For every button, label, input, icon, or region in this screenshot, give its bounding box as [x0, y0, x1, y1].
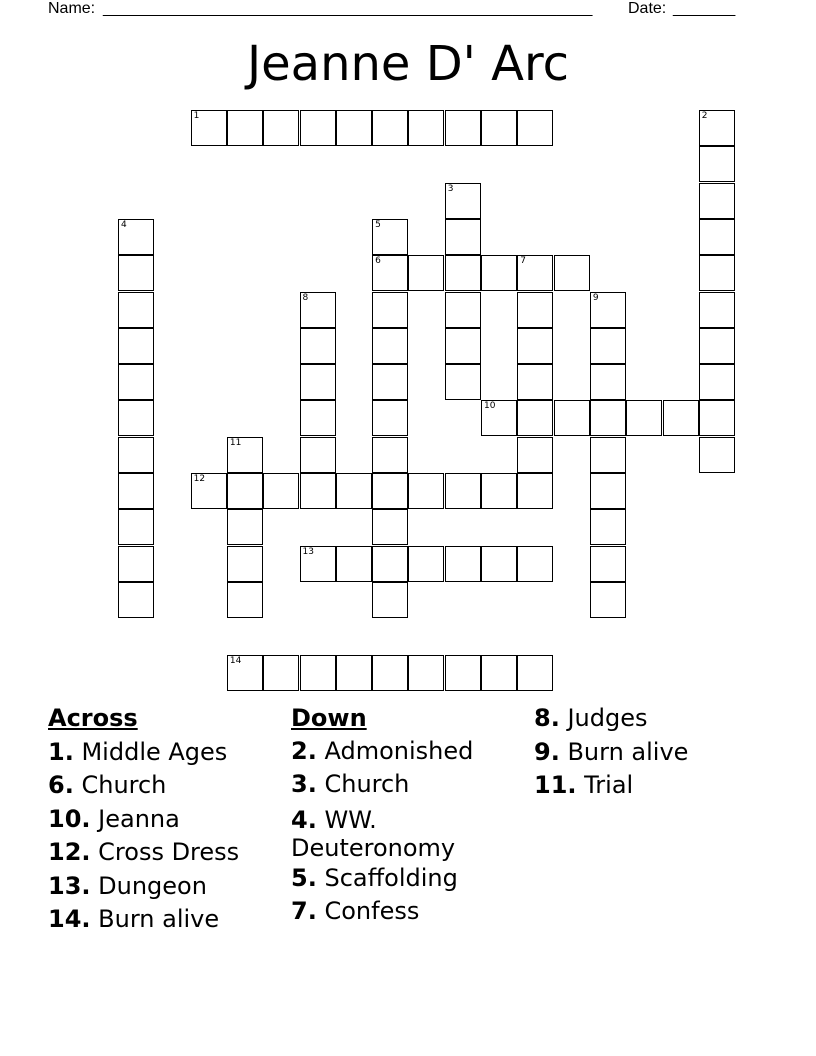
grid-cell[interactable]	[590, 437, 626, 473]
clue-item	[48, 903, 239, 937]
grid-cell[interactable]	[336, 110, 372, 146]
grid-cell[interactable]	[445, 255, 481, 291]
grid-cell[interactable]	[263, 473, 299, 509]
clue-text: Jeanna	[98, 804, 180, 833]
grid-cell[interactable]	[699, 146, 735, 182]
clue-number: 13.	[48, 871, 91, 900]
clue-number: 7.	[291, 896, 317, 925]
grid-cell[interactable]	[300, 546, 336, 582]
grid-cell[interactable]	[554, 400, 590, 436]
clue-number-label: 5	[375, 219, 381, 230]
grid-cell[interactable]	[554, 255, 590, 291]
grid-cell[interactable]	[517, 328, 553, 364]
date-label: Date:	[628, 0, 667, 17]
grid-cell[interactable]	[372, 292, 408, 328]
clue-number: 9.	[534, 737, 560, 766]
clue-number-label: 6	[375, 256, 381, 267]
down-clues	[291, 702, 473, 928]
grid-cell[interactable]	[118, 219, 154, 255]
clue-item	[48, 803, 239, 837]
clue-item	[291, 895, 473, 928]
grid-cell[interactable]	[227, 473, 263, 509]
grid-cell[interactable]	[445, 546, 481, 582]
grid-cell[interactable]	[300, 400, 336, 436]
grid-cell[interactable]	[191, 473, 227, 509]
clue-text: Cross Dress	[98, 838, 240, 866]
grid-cell[interactable]	[445, 655, 481, 691]
clue-text: Church	[324, 770, 410, 799]
clue-number-label: 8	[302, 292, 309, 303]
grid-cell[interactable]	[626, 400, 662, 436]
grid-cell[interactable]	[481, 546, 517, 582]
grid-cell[interactable]	[300, 328, 336, 364]
grid-cell[interactable]	[227, 582, 263, 618]
grid-cell[interactable]	[408, 110, 444, 146]
worksheet-header	[0, 0, 816, 22]
grid-cell[interactable]	[263, 110, 299, 146]
grid-cell[interactable]	[372, 473, 408, 509]
grid-cell[interactable]	[517, 473, 553, 509]
clue-number-label: 2	[701, 111, 708, 121]
clue-item	[48, 870, 239, 904]
grid-cell[interactable]	[517, 437, 553, 473]
clue-text: Burn alive	[567, 737, 689, 766]
clue-text: Dungeon	[98, 871, 207, 900]
clue-number: 8.	[534, 704, 560, 732]
clue-item	[291, 735, 473, 768]
clue-text: Judges	[567, 704, 648, 732]
grid-cell[interactable]	[372, 110, 408, 146]
grid-cell[interactable]	[408, 655, 444, 691]
grid-cell[interactable]	[590, 400, 626, 436]
grid-cell[interactable]	[118, 509, 154, 545]
grid-cell[interactable]	[408, 473, 444, 509]
clue-item	[534, 702, 688, 736]
grid-cell[interactable]	[699, 400, 735, 436]
grid-cell[interactable]	[118, 292, 154, 328]
clue-number-label: 10	[484, 401, 496, 412]
clue-number-label: 13	[302, 546, 314, 557]
clue-text: Burn alive	[98, 905, 220, 933]
grid-cell[interactable]	[408, 546, 444, 582]
grid-cell[interactable]	[445, 328, 481, 364]
grid-cell[interactable]	[227, 509, 263, 545]
grid-cell[interactable]	[408, 255, 444, 291]
grid-cell[interactable]	[517, 655, 553, 691]
across-heading: Across	[48, 704, 138, 732]
grid-cell[interactable]	[517, 292, 553, 328]
clue-number: 4.	[291, 805, 317, 834]
grid-cell[interactable]	[118, 364, 154, 400]
grid-cell[interactable]	[481, 110, 517, 146]
clue-text: Church	[81, 771, 167, 799]
clue-item	[291, 862, 473, 895]
clue-text: Trial	[584, 771, 634, 799]
clue-number-label: 11	[229, 437, 242, 448]
name-label: Name:	[48, 0, 96, 17]
clue-item	[291, 768, 473, 801]
grid-cell[interactable]	[481, 255, 517, 291]
grid-cell[interactable]	[372, 364, 408, 400]
grid-cell[interactable]	[445, 183, 481, 219]
clue-number: 10.	[48, 804, 91, 833]
clue-number-label: 3	[447, 183, 454, 194]
clue-text: Scaffolding	[324, 863, 458, 892]
grid-cell[interactable]	[227, 655, 263, 691]
grid-cell[interactable]	[590, 582, 626, 618]
clue-text: WW.	[324, 805, 377, 834]
grid-cell[interactable]	[227, 437, 263, 473]
clue-item	[48, 736, 239, 770]
down-clues-continued	[534, 702, 688, 803]
grid-cell[interactable]	[699, 255, 735, 291]
grid-cell[interactable]	[481, 400, 517, 436]
grid-cell[interactable]	[372, 546, 408, 582]
clue-text: Middle Ages	[81, 737, 228, 766]
grid-cell[interactable]	[118, 328, 154, 364]
grid-cell[interactable]	[372, 655, 408, 691]
grid-cell[interactable]	[663, 400, 699, 436]
clue-number-label: 7	[520, 256, 527, 267]
clue-item	[534, 736, 688, 770]
clue-number: 12.	[48, 838, 91, 866]
grid-cell[interactable]	[300, 110, 336, 146]
grid-cell[interactable]	[336, 655, 372, 691]
clue-number: 3.	[291, 770, 317, 799]
grid-cell[interactable]	[372, 400, 408, 436]
grid-cell[interactable]	[481, 473, 517, 509]
grid-cell[interactable]	[590, 509, 626, 545]
grid-cell[interactable]	[118, 546, 154, 582]
grid-cell[interactable]	[699, 364, 735, 400]
page-title: Jeanne D' Arc	[246, 36, 570, 92]
grid-cell[interactable]	[336, 546, 372, 582]
grid-cell[interactable]	[517, 400, 553, 436]
grid-cell[interactable]	[300, 655, 336, 691]
grid-cell[interactable]	[227, 546, 263, 582]
grid-cell[interactable]	[191, 110, 227, 146]
grid-cell[interactable]	[372, 437, 408, 473]
grid-cell[interactable]	[372, 219, 408, 255]
clue-number-label: 4	[121, 219, 127, 230]
clue-number-label: 14	[229, 655, 242, 666]
grid-cell[interactable]	[699, 219, 735, 255]
grid-cell[interactable]	[372, 328, 408, 364]
name-field[interactable]: _______________________________________________________	[103, 0, 593, 17]
clue-item	[291, 802, 473, 862]
clue-number: 5.	[291, 863, 317, 892]
grid-cell[interactable]	[445, 110, 481, 146]
grid-cell[interactable]	[517, 546, 553, 582]
grid-cell[interactable]	[699, 328, 735, 364]
grid-cell[interactable]	[517, 255, 553, 291]
clue-number: 11.	[534, 771, 577, 799]
grid-cell[interactable]	[118, 473, 154, 509]
grid-cell[interactable]	[590, 546, 626, 582]
grid-cell[interactable]	[300, 473, 336, 509]
grid-cell[interactable]	[300, 364, 336, 400]
grid-cell[interactable]	[372, 509, 408, 545]
down-heading: Down	[291, 704, 367, 732]
clue-number-label: 12	[193, 474, 206, 484]
across-clues	[48, 702, 239, 937]
grid-cell[interactable]	[590, 364, 626, 400]
clue-number-label: 9	[592, 292, 599, 303]
grid-cell[interactable]	[699, 292, 735, 328]
grid-cell[interactable]	[445, 292, 481, 328]
grid-cell[interactable]	[517, 110, 553, 146]
clue-text-continued: Deuteronomy	[291, 833, 456, 862]
clue-item	[534, 769, 688, 803]
grid-cell[interactable]	[372, 582, 408, 618]
clue-item	[48, 769, 239, 803]
clue-number: 6.	[48, 771, 74, 799]
clue-item	[48, 836, 239, 870]
clue-number: 2.	[291, 737, 317, 766]
grid-cell[interactable]	[699, 183, 735, 219]
date-field[interactable]: _______	[673, 0, 736, 17]
grid-cell[interactable]	[118, 582, 154, 618]
clue-text: Confess	[324, 896, 420, 925]
grid-cell[interactable]	[445, 219, 481, 255]
grid-cell[interactable]	[590, 473, 626, 509]
grid-cell[interactable]	[590, 328, 626, 364]
grid-cell[interactable]	[699, 437, 735, 473]
grid-cell[interactable]	[372, 255, 408, 291]
grid-cell[interactable]	[590, 292, 626, 328]
clue-number: 14.	[48, 905, 91, 933]
grid-cell[interactable]	[300, 292, 336, 328]
grid-cell[interactable]	[517, 364, 553, 400]
grid-cell[interactable]	[227, 110, 263, 146]
clue-number-label: 1	[193, 111, 200, 121]
grid-cell[interactable]	[118, 255, 154, 291]
grid-cell[interactable]	[481, 655, 517, 691]
clue-text: Admonished	[324, 737, 474, 766]
grid-cell[interactable]	[263, 655, 299, 691]
clue-number: 1.	[48, 737, 74, 766]
grid-cell[interactable]	[118, 400, 154, 436]
grid-cell[interactable]	[300, 437, 336, 473]
grid-cell[interactable]	[118, 437, 154, 473]
grid-cell[interactable]	[699, 110, 735, 146]
grid-cell[interactable]	[445, 364, 481, 400]
grid-cell[interactable]	[445, 473, 481, 509]
grid-cell[interactable]	[336, 473, 372, 509]
